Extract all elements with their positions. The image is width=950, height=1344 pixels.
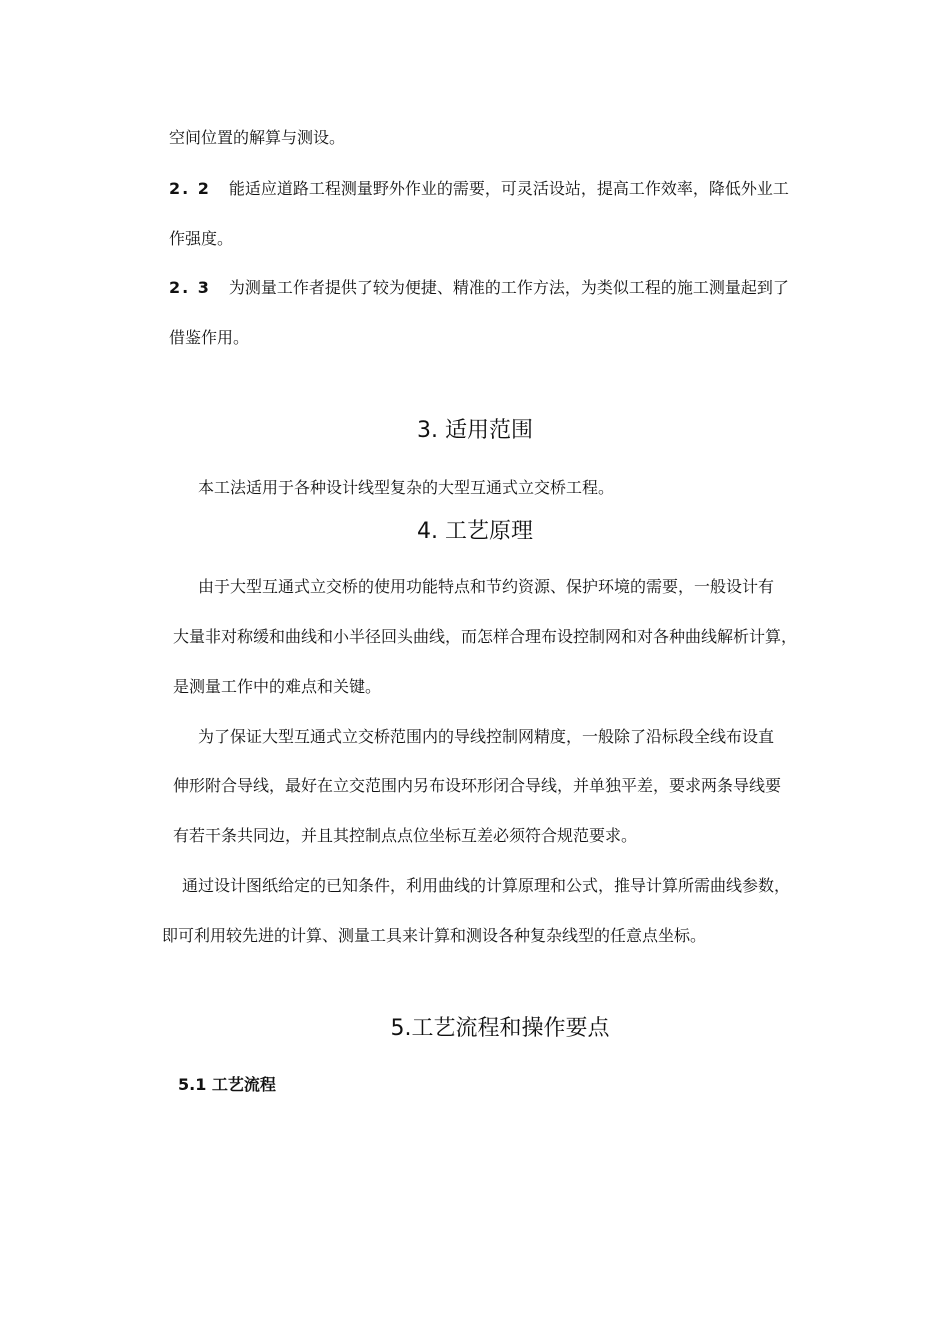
item-text: 为测量工作者提供了较为便捷、精准的工作方法，为类似工程的施工测量起到了: [228, 278, 789, 297]
paragraph-line: 借鉴作用。: [169, 328, 250, 347]
paragraph-line: 大量非对称缓和曲线和小半径回头曲线，而怎样合理布设控制网和对各种曲线解析计算，: [173, 627, 798, 646]
section-heading-3: 3. 适用范围: [417, 418, 533, 443]
item-text: 能适应道路工程测量野外作业的需要，可灵活设站，提高工作效率，降低外业工: [228, 179, 789, 198]
paragraph-line: 由于大型互通式立交桥的使用功能特点和节约资源、保护环境的需要，一般设计有: [198, 577, 775, 596]
item-number: 2. 2: [169, 179, 211, 198]
paragraph-line: 是测量工作中的难点和关键。: [173, 677, 382, 696]
paragraph-line: 为了保证大型互通式立交桥范围内的导线控制网精度，一般除了沿标段全线布设直: [198, 727, 775, 746]
item-number: 2. 3: [169, 278, 211, 297]
paragraph-line: 本工法适用于各种设计线型复杂的大型互通式立交桥工程。: [198, 478, 615, 497]
section-heading-5: 5.工艺流程和操作要点: [390, 1016, 610, 1041]
paragraph-line: 有若干条共同边，并且其控制点点位坐标互差必须符合规范要求。: [173, 826, 638, 845]
paragraph-line: 空间位置的解算与测设。: [169, 128, 346, 147]
paragraph-line: 通过设计图纸给定的已知条件，利用曲线的计算原理和公式，推导计算所需曲线参数，: [182, 876, 791, 895]
section-heading-4: 4. 工艺原理: [417, 519, 533, 544]
paragraph-line: 即可利用较先进的计算、测量工具来计算和测设各种复杂线型的任意点坐标。: [162, 926, 707, 945]
paragraph-line: 伸形附合导线，最好在立交范围内另布设环形闭合导线，并单独平差，要求两条导线要: [173, 776, 782, 795]
list-item-2-3: [169, 277, 789, 299]
list-item-2-2: [169, 178, 789, 200]
subsection-heading-5-1: 5.1 工艺流程: [178, 1075, 276, 1094]
paragraph-line: 作强度。: [169, 229, 234, 248]
